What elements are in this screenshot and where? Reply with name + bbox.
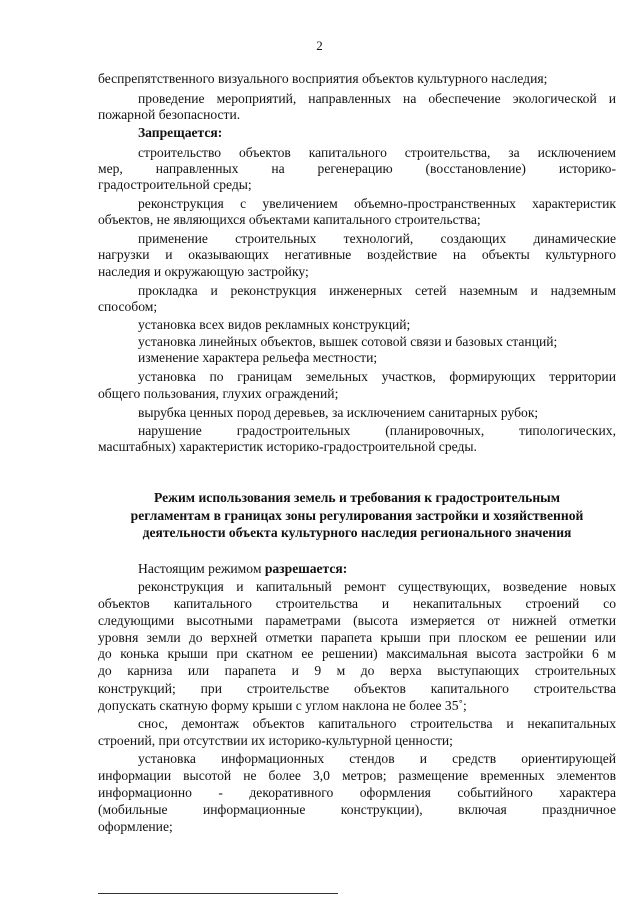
text-line: прокладка и реконструкция инженерных сетей наземным и надземным — [138, 283, 616, 298]
text-line: строительство объектов капитального строительства, за исключением — [138, 145, 616, 160]
text-line: наследия и окружающую застройку; — [98, 264, 309, 279]
text-line: установка линейных объектов, вышек сотовой связи и базовых станций; — [138, 334, 558, 349]
section-title: регламентам в границах зоны регулирования застройки и хозяйственной — [130, 508, 584, 523]
text-line: следующими высотными параметрами (высота измеряется от нижней отметки — [98, 613, 616, 628]
text-line: беспрепятственного визуального восприятия объектов культурного наследия; — [98, 71, 548, 86]
text-line: до карниза или парапета и 9 м до верха выступающих строительных — [98, 663, 616, 678]
text-line: установка информационных стендов и средств ориентирующей — [138, 751, 616, 766]
text-line: общего пользования, глухих ограждений; — [98, 386, 339, 401]
text-line: информационно - декоративного оформления событийного характера — [98, 785, 616, 800]
text-line: пожарной безопасности. — [98, 107, 241, 122]
text-line: объектов капитального строительства и некапитальных строений со — [98, 596, 616, 611]
footer-rule — [98, 893, 338, 894]
prohibited-heading: Запрещается: — [138, 125, 223, 140]
text-line: изменение характера рельефа местности; — [138, 350, 378, 365]
allowed-intro: Настоящим режимом разрешается: — [138, 561, 348, 576]
text-line: оформление; — [98, 819, 173, 834]
section-title: Режим использования земель и требования к градостроительным — [153, 490, 561, 505]
text-line: установка по границам земельных участков, формирующих территории — [138, 369, 616, 384]
text-line: реконструкция и капитальный ремонт существующих, возведение новых — [138, 579, 616, 594]
text-line: объектов, не являющихся объектами капитального строительства; — [98, 212, 481, 227]
text-line: до конька крыши при скатном ее решении) максимальная высота застройки 6 м — [98, 646, 616, 661]
text-line: информации высотой не более 3,0 метров; размещение временных элементов — [98, 768, 616, 783]
text-line: уровня земли до верхней отметки парапета крыши при плоском ее решении или — [98, 630, 616, 645]
text-line: строений, при отсутствии их историко-культурной ценности; — [98, 733, 453, 748]
text-line: вырубка ценных пород деревьев, за исключением санитарных рубок; — [138, 405, 539, 420]
text-line: масштабных) характеристик историко-градостроительной среды. — [98, 439, 477, 454]
text-line: (мобильные информационные конструкции), включая праздничное — [98, 802, 616, 817]
section-title: деятельности объекта культурного наследия регионального значения — [142, 525, 572, 540]
text-line: нагрузки и оказывающих негативные воздействие на объекты культурного — [98, 247, 616, 262]
text-line: реконструкция с увеличением объемно-пространственных характеристик — [138, 196, 616, 211]
allowed-heading: разрешается: — [264, 561, 348, 576]
text-line: снос, демонтаж объектов капитального строительства и некапитальных — [138, 716, 616, 731]
text-line: конструкций; при строительстве объектов капитального строительства — [98, 681, 616, 696]
text-line: мер, направленных на регенерацию (восстановление) историко- — [98, 161, 616, 176]
text-line: допускать скатную форму крыши с углом наклона не более 35˚; — [98, 698, 467, 713]
text-line: нарушение градостроительных (планировочных, типологических, — [138, 423, 616, 438]
text-line: проведение мероприятий, направленных на обеспечение экологической и — [138, 91, 616, 106]
page-number: 2 — [316, 38, 323, 53]
text-line: градостроительной среды; — [98, 177, 252, 192]
text-line: применение строительных технологий, создающих динамические — [138, 231, 616, 246]
text-line: установка всех видов рекламных конструкций; — [138, 317, 411, 332]
text-line: способом; — [98, 299, 158, 314]
